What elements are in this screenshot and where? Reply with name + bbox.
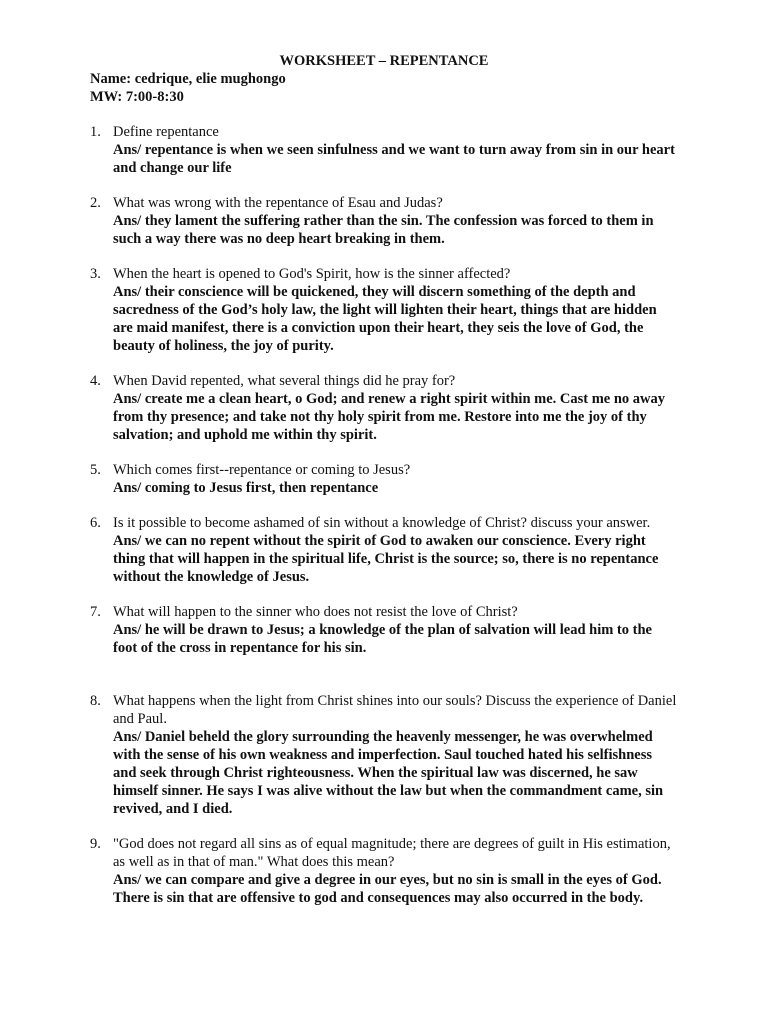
worksheet-page [90,52,678,907]
question-number: 8. [90,693,101,709]
answer-text: Ans/ repentance is when we seen sinfulness and we want to turn away from sin in our heart and change our life [113,142,675,176]
class-schedule: MW: 7:00-8:30 [90,89,184,105]
question-number: 7. [90,604,101,620]
question-item-4 [90,372,678,444]
question-text: "God does not regard all sins as of equal magnitude; there are degrees of guilt in His estimation, as well as in that of man." What does this mean? [113,836,671,870]
question-number: 6. [90,515,101,531]
answer-text: Ans/ he will be drawn to Jesus; a knowledge of the plan of salvation will lead him to the foot of the cross in repentance for his sin. [113,622,652,656]
question-number: 1. [90,124,101,140]
question-item-8 [90,692,678,818]
answer-text: Ans/ their conscience will be quickened, they will discern something of the depth and sacredness of the God’s holy law, the light will lighten their heart, things that are hidden are maid manifest, there is a conviction upon their heart, they seis the love of God, the beauty of holiness, the joy of purity. [113,284,657,354]
question-text: What was wrong with the repentance of Esau and Judas? [113,195,443,211]
question-number: 2. [90,195,101,211]
worksheet-title: WORKSHEET – REPENTANCE [279,53,489,69]
question-item-5 [90,461,678,497]
question-number: 4. [90,373,101,389]
question-number: 9. [90,836,101,852]
question-text: When the heart is opened to God's Spirit, how is the sinner affected? [113,266,511,282]
question-item-6 [90,514,678,586]
question-text: When David repented, what several things did he pray for? [113,373,456,389]
question-item-3 [90,265,678,355]
question-number: 3. [90,266,101,282]
student-name: Name: cedrique, elie mughongo [90,71,286,87]
answer-text: Ans/ they lament the suffering rather than the sin. The confession was forced to them in such a way there was no deep heart breaking in them. [113,213,654,247]
question-number: 5. [90,462,101,478]
answer-text: Ans/ create me a clean heart, o God; and renew a right spirit within me. Cast me no away from thy presence; and take not thy holy spirit from me. Restore into me the joy of thy salvation; and uphold me within thy spirit. [113,391,666,443]
question-list [90,123,678,907]
question-item-1 [90,123,678,177]
answer-text: Ans/ coming to Jesus first, then repentance [113,480,379,496]
answer-text: Ans/ we can compare and give a degree in our eyes, but no sin is small in the eyes of God. There is sin that are offensive to god and consequences may also occurred in the body. [113,872,662,906]
answer-text: Ans/ we can no repent without the spirit of God to awaken our conscience. Every right thing that will happen in the spiritual life, Christ is the source; so, there is no repentance without the knowledge of Jesus. [113,533,659,585]
answer-text: Ans/ Daniel beheld the glory surrounding the heavenly messenger, he was overwhelmed with the sense of his own weakness and imperfection. Saul touched hated his selfishness and seek through Christ righteousness. When the spiritual law was discerned, he saw himself sinner. He says I was alive without the law but when the commandment came, sin revived, and I died. [113,729,664,817]
question-text: Which comes first--repentance or coming to Jesus? [113,462,411,478]
question-text: Is it possible to become ashamed of sin without a knowledge of Christ? discuss your answer. [113,515,651,531]
question-item-9 [90,835,678,907]
question-item-7 [90,603,678,657]
question-text: Define repentance [113,124,219,140]
question-item-2 [90,194,678,248]
question-text: What happens when the light from Christ shines into our souls? Discuss the experience of Daniel and Paul. [113,693,677,727]
question-text: What will happen to the sinner who does not resist the love of Christ? [113,604,518,620]
